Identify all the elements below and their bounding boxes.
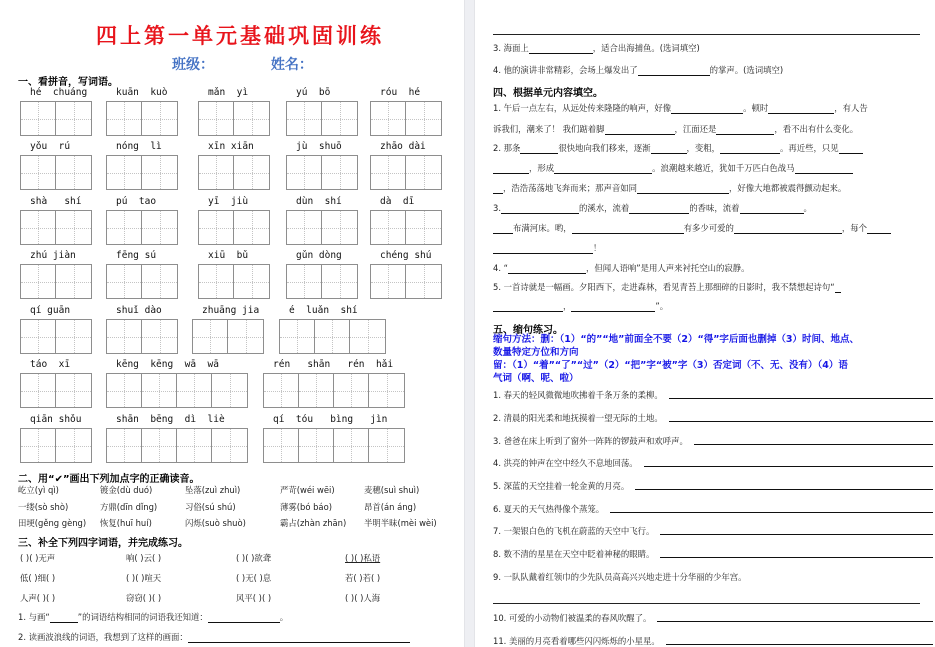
idiom-item[interactable]: ( )( )人海 [345, 593, 381, 603]
writing-grid[interactable] [198, 101, 270, 136]
writing-grid[interactable] [370, 155, 442, 190]
sentence-item: 5. 深蓝的天空挂着一轮金黄的月亮。 [493, 480, 933, 492]
answer-line[interactable] [610, 503, 933, 513]
answer-blank[interactable] [520, 144, 558, 154]
answer-blank[interactable] [493, 244, 593, 254]
answer-blank[interactable] [637, 184, 729, 194]
character-cell[interactable] [371, 211, 406, 244]
character-cell[interactable] [142, 102, 177, 135]
pronunciation-item[interactable]: 霸占(zhàn zhān) [280, 518, 347, 528]
writing-grid[interactable] [20, 319, 92, 354]
character-cell[interactable] [371, 102, 406, 135]
answer-line[interactable] [666, 635, 933, 645]
character-cell[interactable] [322, 156, 357, 189]
fill-line: 3. 的溪水，流着 的香味，流着 。 [493, 203, 812, 213]
pronunciation-item[interactable]: 镀金(dù duó) [100, 485, 153, 495]
writing-grid[interactable] [20, 101, 92, 136]
name-label: 姓名： [270, 57, 313, 73]
answer-blank[interactable] [605, 125, 675, 135]
character-cell[interactable] [322, 102, 357, 135]
writing-grid[interactable] [263, 373, 405, 408]
idiom-item[interactable]: 低( )细( ) [20, 573, 56, 583]
answer-blank[interactable] [501, 204, 579, 214]
sentence-item: 11. 美丽的月亮看着哪些闪闪烁烁的小星星。 [493, 635, 933, 647]
sentence-item: 1. 春天的轻风微微地吹拂着千条万条的柔柳。 [493, 389, 933, 401]
sentence-item: 10. 可爱的小动物们被温柔的春风吹醒了。 [493, 612, 933, 624]
character-cell[interactable] [199, 265, 234, 298]
pinyin-label: dà dī [380, 196, 415, 207]
writing-grid[interactable] [106, 428, 248, 463]
character-cell[interactable] [107, 102, 142, 135]
pinyin-label: rén shān rén hǎi [273, 359, 394, 370]
pinyin-label: kēng kēng wā wā [116, 359, 219, 370]
pinyin-label: jù shuō [296, 141, 342, 152]
answer-blank[interactable] [795, 164, 853, 174]
pinyin-label: xiū bǔ [208, 250, 249, 261]
writing-grid[interactable] [286, 155, 358, 190]
pinyin-label: shuǐ dào [116, 305, 162, 316]
character-cell[interactable] [56, 429, 91, 462]
character-cell[interactable] [107, 265, 142, 298]
writing-grid[interactable] [106, 101, 178, 136]
idiom-item[interactable]: ( )( )私语 [345, 553, 381, 563]
character-cell[interactable] [212, 429, 247, 462]
character-cell[interactable] [199, 102, 234, 135]
character-cell[interactable] [406, 265, 441, 298]
pinyin-label: yǒu rú [30, 141, 71, 152]
character-cell[interactable] [56, 102, 91, 135]
character-cell[interactable] [21, 265, 56, 298]
character-cell[interactable] [107, 320, 142, 353]
student-info [172, 54, 313, 74]
writing-grid[interactable] [20, 210, 92, 245]
document-title: 四上第一单元基础巩固训练 [96, 23, 384, 48]
writing-grid[interactable] [198, 264, 270, 299]
character-cell[interactable] [107, 429, 142, 462]
section4-heading: 四、根据单元内容填空。 [493, 88, 603, 99]
answer-blank[interactable] [867, 224, 891, 234]
pinyin-label: fēng sú [116, 250, 157, 261]
writing-grid[interactable] [192, 319, 264, 354]
character-cell[interactable] [299, 374, 334, 407]
pinyin-label: kuān kuò [116, 87, 168, 98]
character-cell[interactable] [199, 211, 234, 244]
answer-blank[interactable] [720, 144, 780, 154]
fill-line: 5. 一首诗就是一幅画。夕阳西下，走进森林，看见青苔上那细碎的日影时，我不禁想起诗句“ [493, 281, 841, 293]
idiom-item[interactable]: ( )( )无声 [20, 553, 56, 563]
character-cell[interactable] [371, 156, 406, 189]
character-cell[interactable] [287, 156, 322, 189]
pinyin-label: yú bō [296, 87, 331, 98]
idiom-item[interactable]: 窃窃( )( ) [126, 593, 162, 603]
character-cell[interactable] [371, 265, 406, 298]
character-cell[interactable] [234, 156, 269, 189]
pinyin-label: xīn xiān [208, 141, 254, 152]
answer-blank[interactable] [572, 224, 684, 234]
idiom-item[interactable]: 若( )若( ) [345, 573, 381, 583]
pinyin-label: mǎn yì [208, 87, 249, 98]
answer-blank[interactable] [493, 184, 503, 194]
pinyin-label: é luǎn shí [289, 305, 358, 316]
answer-blank[interactable] [716, 125, 774, 135]
pinyin-label: chéng shú [380, 250, 432, 261]
question-3-4: 4. 他的演讲非常精彩，会场上爆发出了 的掌声。(选词填空) [493, 65, 784, 75]
character-cell[interactable] [322, 265, 357, 298]
section5-heading: 五、缩句练习。 [493, 325, 563, 336]
question-3-3: 3. 海面上 ，适合出海捕鱼。(选词填空) [493, 43, 700, 53]
writing-grid[interactable] [198, 155, 270, 190]
character-cell[interactable] [56, 211, 91, 244]
character-cell[interactable] [21, 211, 56, 244]
answer-blank[interactable] [839, 144, 863, 154]
section1-heading: 一、看拼音，写词语。 [18, 77, 118, 88]
idiom-item[interactable]: ( )无( )息 [236, 573, 272, 583]
idiom-item[interactable]: 人声( )( ) [20, 593, 56, 603]
character-cell[interactable] [369, 429, 404, 462]
character-cell[interactable] [199, 156, 234, 189]
pinyin-label: qí tóu bìng jìn [273, 414, 388, 425]
answer-line[interactable] [644, 457, 933, 467]
writing-grid[interactable] [20, 428, 92, 463]
writing-grid[interactable] [286, 210, 358, 245]
character-cell[interactable] [21, 156, 56, 189]
fill-line: ，浩浩荡荡地飞奔而来；那声音如同 ，好像大地都被震得颤动起来。 [493, 182, 846, 194]
idiom-item[interactable]: ( )( )喧天 [126, 573, 162, 583]
character-cell[interactable] [234, 265, 269, 298]
character-cell[interactable] [406, 211, 441, 244]
character-cell[interactable] [264, 374, 299, 407]
answer-line[interactable] [660, 525, 933, 535]
fill-line: ，形成 。浪潮越来越近，犹如千万匹白色战马 [493, 162, 853, 174]
page-divider [464, 0, 475, 647]
character-cell[interactable] [107, 211, 142, 244]
character-cell[interactable] [21, 320, 56, 353]
answer-blank[interactable] [493, 302, 563, 312]
page-right [475, 0, 935, 647]
character-cell[interactable] [334, 374, 369, 407]
pronunciation-item[interactable]: 恢复(huī huí) [100, 518, 152, 528]
sentence-item: 2. 清晨的阳光柔和地抚摸着一望无际的土地。 [493, 412, 933, 424]
writing-grid[interactable] [106, 155, 178, 190]
pinyin-label: pú tao [116, 196, 157, 207]
character-cell[interactable] [406, 156, 441, 189]
writing-grid[interactable] [279, 319, 386, 354]
pronunciation-item[interactable]: 半明半昧(mèi wèi) [364, 518, 437, 528]
character-cell[interactable] [142, 211, 177, 244]
character-cell[interactable] [406, 102, 441, 135]
character-cell[interactable] [177, 429, 212, 462]
class-label: 班级： [172, 57, 214, 73]
character-cell[interactable] [142, 320, 177, 353]
answer-line[interactable] [657, 612, 933, 622]
pinyin-label: nóng lì [116, 141, 162, 152]
character-cell[interactable] [142, 265, 177, 298]
character-cell[interactable] [287, 102, 322, 135]
character-cell[interactable] [107, 374, 142, 407]
pronunciation-item[interactable]: 田埂(gěng gèng) [18, 518, 87, 528]
pinyin-label: gǔn dòng [296, 250, 342, 261]
character-cell[interactable] [322, 211, 357, 244]
sentence-item: 4. 洪亮的钟声在空中经久不息地回荡。 [493, 457, 933, 469]
character-cell[interactable] [369, 374, 404, 407]
writing-grid[interactable] [20, 373, 92, 408]
pinyin-label: dùn shí [296, 196, 342, 207]
pronunciation-item[interactable]: 薄雾(bó báo) [280, 502, 332, 512]
character-cell[interactable] [56, 156, 91, 189]
answer-blank[interactable] [740, 204, 804, 214]
fill-line: 诉我们，潮来了！ 我们踮着脚 ，江面还是 ，看不出有什么变化。 [493, 124, 859, 134]
character-cell[interactable] [142, 374, 177, 407]
pronunciation-item[interactable]: 麦穗(suì shuì) [364, 485, 420, 495]
pinyin-label: táo xī [30, 359, 71, 370]
answer-blank[interactable] [638, 66, 710, 76]
writing-grid[interactable] [286, 101, 358, 136]
fill-line: 2. 那条 很快地向我们移来，逐渐 ，变粗， 。再近些，只见 [493, 142, 863, 154]
idiom-item[interactable]: ( )( )欲聋 [236, 553, 272, 563]
character-cell[interactable] [234, 211, 269, 244]
writing-grid[interactable] [286, 264, 358, 299]
character-cell[interactable] [56, 265, 91, 298]
character-cell[interactable] [350, 320, 385, 353]
character-cell[interactable] [287, 265, 322, 298]
character-cell[interactable] [234, 102, 269, 135]
answer-line[interactable] [669, 389, 933, 399]
writing-grid[interactable] [20, 155, 92, 190]
pinyin-label: zhuāng jia [202, 305, 260, 316]
question-3-2: 2. 读画波浪线的词语，我想到了这样的画面： [18, 631, 410, 643]
character-cell[interactable] [56, 320, 91, 353]
pinyin-label: zhāo dài [380, 141, 426, 152]
answer-blank[interactable] [208, 613, 280, 623]
pronunciation-item[interactable]: 屹立(yì qì) [18, 485, 59, 495]
idiom-item[interactable]: 风平( )( ) [236, 593, 272, 603]
fill-line: 1. 午后一点左右，从远处传来隆隆的响声，好像 。顿时 ，有人告 [493, 103, 868, 113]
answer-blank[interactable] [651, 144, 687, 154]
answer-blank[interactable] [554, 164, 652, 174]
pronunciation-item[interactable]: 方鼎(dīn dǐng) [100, 502, 158, 512]
answer-blank[interactable] [671, 104, 743, 114]
answer-line[interactable] [493, 603, 920, 604]
character-cell[interactable] [228, 320, 263, 353]
writing-grid[interactable] [370, 264, 442, 299]
fill-line: ， ”。 [493, 300, 668, 312]
character-cell[interactable] [264, 429, 299, 462]
character-cell[interactable] [21, 374, 56, 407]
writing-grid[interactable] [106, 319, 178, 354]
answer-blank[interactable] [629, 204, 689, 214]
page-left [0, 0, 464, 647]
pronunciation-item[interactable]: 坠落(zuì zhuì) [185, 485, 241, 495]
character-cell[interactable] [193, 320, 228, 353]
writing-grid[interactable] [106, 210, 178, 245]
answer-blank[interactable] [508, 264, 586, 274]
character-cell[interactable] [212, 374, 247, 407]
sentence-item: 8. 数不清的星星在天空中眨着神秘的眼睛。 [493, 548, 933, 560]
pronunciation-item[interactable]: 昂首(án áng) [364, 502, 417, 512]
answer-line[interactable] [635, 480, 933, 490]
character-cell[interactable] [315, 320, 350, 353]
sentence-item: 3. 爸爸在床上听到了窗外一阵阵的锣鼓声和欢呼声。 [493, 435, 933, 447]
answer-line[interactable] [660, 548, 933, 558]
pinyin-label: shà shí [30, 196, 82, 207]
section2-heading: 二、用“✔”画出下列加点字的正确读音。 [18, 474, 200, 485]
sentence-item: 9. 一队队戴着红领巾的少先队员高高兴兴地走进十分华丽的少年宫。 [493, 572, 747, 582]
idiom-item[interactable]: 响( )云( ) [126, 553, 162, 563]
writing-grid[interactable] [106, 373, 248, 408]
pronunciation-item[interactable]: 习俗(sú shú) [185, 502, 236, 512]
pronunciation-item[interactable]: 严苛(wéi wēi) [280, 485, 335, 495]
sentence-item: 6. 夏天的天气热得像个蒸笼。 [493, 503, 933, 515]
character-cell[interactable] [142, 156, 177, 189]
character-cell[interactable] [107, 156, 142, 189]
character-cell[interactable] [280, 320, 315, 353]
pronunciation-item[interactable]: 一缕(sò shò) [18, 502, 69, 512]
fill-line: ！ [493, 242, 601, 254]
writing-grid[interactable] [370, 101, 442, 136]
answer-blank[interactable] [734, 224, 842, 234]
pinyin-label: shān bēng dì liè [116, 414, 225, 425]
method-text: 缩句方法：删：（1）“的”“地”前面全不要（2）“得”字后面也删掉（3）时间、地点、 数量特定方位和方向 留：（1）“着”“了”“过”（2）“把”字“被”字（3）否定词（不、无、没有）（4）语 气词（啊、呢、啦） [493, 334, 860, 384]
pinyin-label: zhú jiàn [30, 250, 76, 261]
pinyin-label: qiān shǒu [30, 414, 82, 425]
fill-line: 4. “ ，但闻人语响”是用人声来衬托空山的寂静。 [493, 263, 750, 273]
writing-grid[interactable] [106, 264, 178, 299]
answer-blank[interactable] [529, 44, 593, 54]
answer-blank[interactable] [188, 633, 410, 643]
sentence-item: 7. 一架银白色的飞机在蔚蓝的天空中飞行。 [493, 525, 933, 537]
answer-line[interactable] [493, 34, 920, 35]
section3-heading: 三、补全下列四字词语，并完成练习。 [18, 538, 188, 549]
fill-line: 布满河床。哟， 有多少可爱的 ，每个 [493, 222, 891, 234]
answer-blank[interactable] [571, 302, 655, 312]
character-cell[interactable] [334, 429, 369, 462]
character-cell[interactable] [287, 211, 322, 244]
answer-line[interactable] [669, 412, 933, 422]
writing-grid[interactable] [370, 210, 442, 245]
writing-grid[interactable] [198, 210, 270, 245]
pronunciation-item[interactable]: 闪烁(suò shuò) [185, 518, 246, 528]
answer-line[interactable] [694, 435, 933, 445]
answer-blank[interactable] [493, 164, 529, 174]
character-cell[interactable] [21, 429, 56, 462]
character-cell[interactable] [177, 374, 212, 407]
pinyin-label: hé chuáng [30, 87, 88, 98]
answer-blank[interactable] [768, 104, 834, 114]
writing-grid[interactable] [263, 428, 405, 463]
answer-blank[interactable] [493, 224, 513, 234]
character-cell[interactable] [56, 374, 91, 407]
pinyin-label: róu hé [380, 87, 421, 98]
answer-blank[interactable] [835, 283, 841, 293]
question-3-1: 1. 与画“ ”的词语结构相同的词语我还知道： 。 [18, 612, 289, 622]
pinyin-label: yī jiù [208, 196, 249, 207]
writing-grid[interactable] [20, 264, 92, 299]
character-cell[interactable] [299, 429, 334, 462]
character-cell[interactable] [21, 102, 56, 135]
character-cell[interactable] [142, 429, 177, 462]
pinyin-label: qí guān [30, 305, 71, 316]
